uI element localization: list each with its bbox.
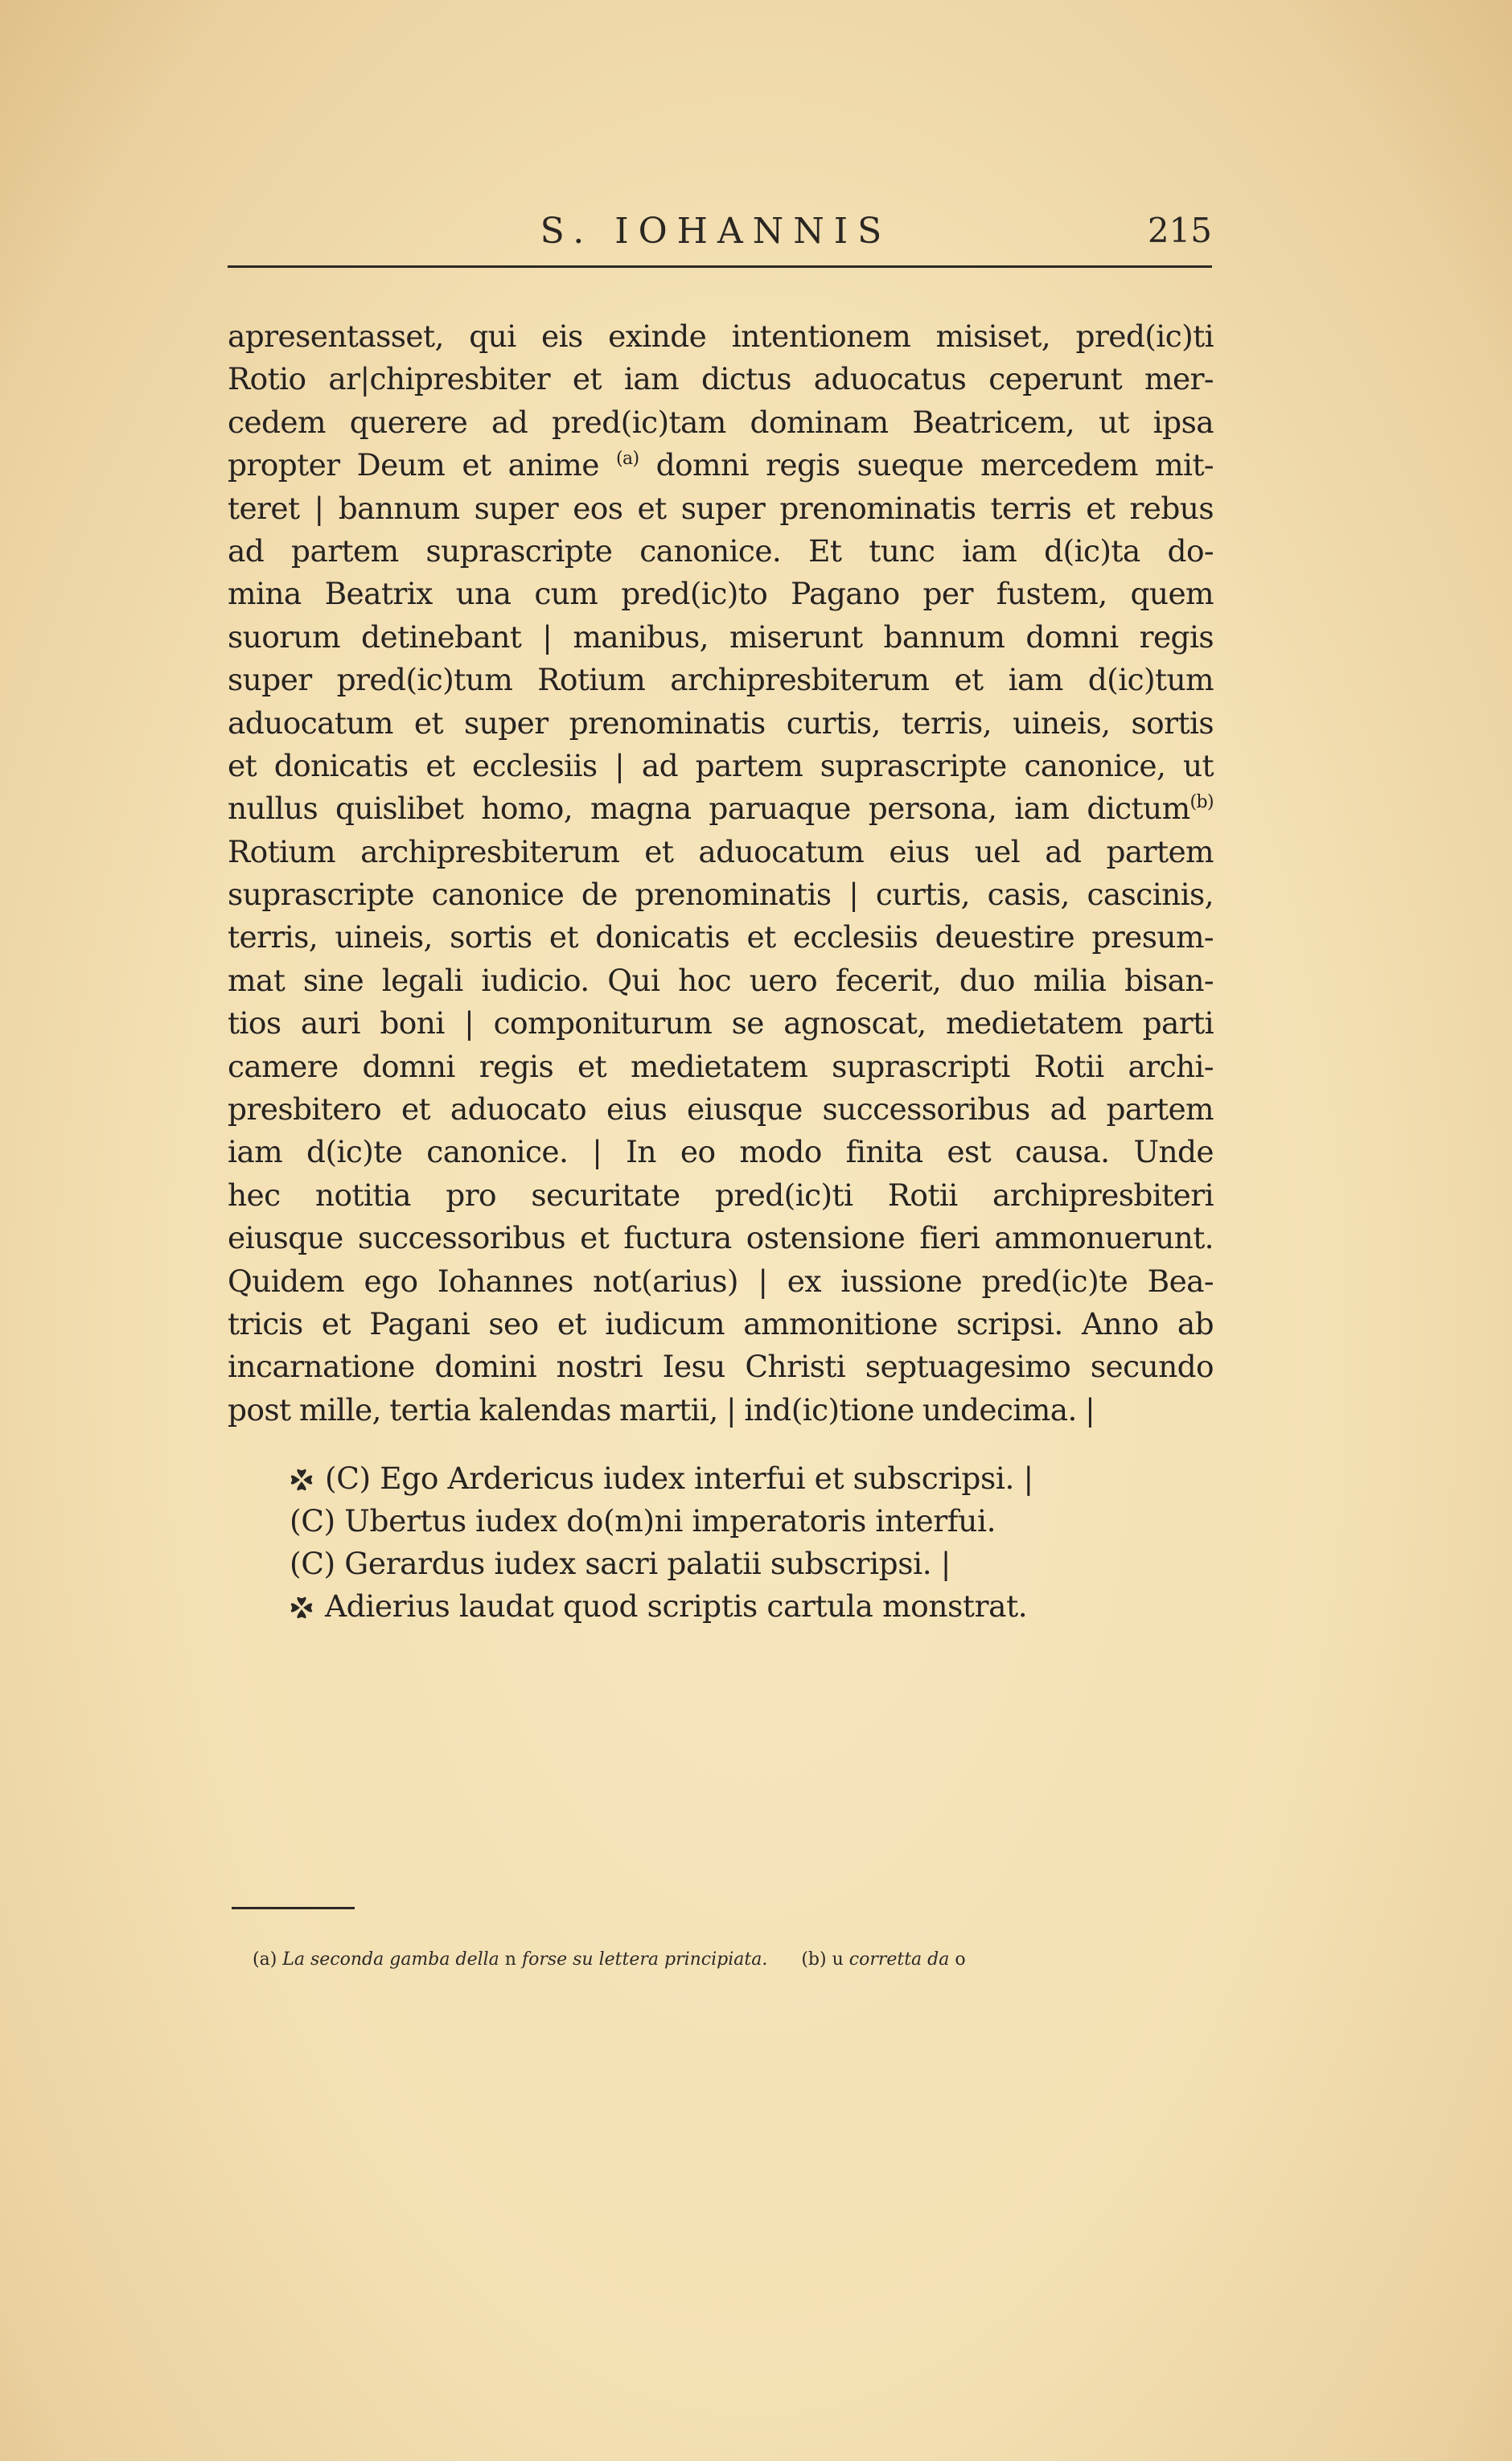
- text-line: tricis et Pagani seo et iudicum ammonitione scripsi. Anno ab: [228, 1305, 1214, 1341]
- footnote-text: u: [832, 1949, 849, 1970]
- text-line: apresentasset, qui eis exinde intentionem misiset, pred(ic)ti: [228, 318, 1214, 354]
- text-line: teret | bannum super eos et super prenominatis terris et rebus: [228, 490, 1214, 526]
- text-line: ad partem suprascripte canonice. Et tunc iam d(ic)ta do-: [228, 532, 1214, 569]
- header-rule: [228, 265, 1212, 268]
- text-line: post mille, tertia kalendas martii, | ind(ic)tione undecima. |: [228, 1391, 1095, 1428]
- text-line: eiusque successoribus et fuctura ostensione fieri ammonuerunt.: [228, 1220, 1214, 1256]
- text-line: camere domni regis et medietatem suprascripti Rotii archi-: [228, 1048, 1214, 1084]
- footnote-text: La seconda gamba della: [282, 1949, 499, 1970]
- signature-text: (C) Gerardus iudex sacri palatii subscripsi. |: [290, 1546, 951, 1581]
- text-line: incarnatione domini nostri Iesu Christi septuagesimo secundo: [228, 1349, 1214, 1385]
- signature-line: [290, 1457, 1174, 1500]
- text-line: super pred(ic)tum Rotium archipresbiterum et iam d(ic)tum: [228, 662, 1214, 698]
- footnotes: [253, 1949, 966, 1970]
- text-line: suprascripte canonice de prenominatis | curtis, casis, cascinis,: [228, 877, 1214, 913]
- signature-text: Adierius laudat quod scriptis cartula monstrat.: [325, 1588, 1028, 1624]
- text-line: tios auri boni | componiturum se agnoscat, medietatem parti: [228, 1005, 1214, 1042]
- cross-icon: [290, 1596, 314, 1620]
- footnote-ref: (b): [1189, 792, 1214, 813]
- text-line: Rotium archipresbiterum et aduocatum eius uel ad partem: [228, 833, 1214, 869]
- text-line: [228, 787, 1214, 830]
- text-line: Rotio ar|chipresbiter et iam dictus aduocatus ceperunt mer-: [228, 361, 1214, 397]
- text-line: mina Beatrix una cum pred(ic)to Pagano per fustem, quem: [228, 576, 1214, 612]
- footnote-mark: (a): [253, 1949, 283, 1970]
- text-segment: domni regis sueque mercedem mit-: [639, 447, 1214, 483]
- footnote-ref: (a): [616, 449, 639, 470]
- text-segment: nullus quislibet homo, magna paruaque persona, iam dictum: [228, 791, 1190, 827]
- text-line: [228, 444, 1214, 487]
- cross-icon: [290, 1468, 314, 1492]
- signatures-block: [290, 1457, 1174, 1628]
- text-line: cedem querere ad pred(ic)tam dominam Beatricem, ut ipsa: [228, 404, 1214, 440]
- signature-line: [290, 1543, 1174, 1585]
- text-line: terris, uineis, sortis et donicatis et ecclesiis deuestire presum-: [228, 919, 1214, 955]
- footnote-rule: [232, 1907, 355, 1909]
- footnote-text: corretta da: [848, 1949, 950, 1970]
- text-line: iam d(ic)te canonice. | In eo modo finita est causa. Unde: [228, 1134, 1214, 1170]
- footnote-item: [801, 1949, 965, 1970]
- text-segment: propter Deum et anime: [228, 447, 617, 483]
- text-line: presbitero et aduocato eius eiusque successoribus ad partem: [228, 1091, 1214, 1128]
- signature-line: [290, 1585, 1174, 1628]
- header-title: S. IOHANNIS: [540, 211, 892, 252]
- text-line: hec notitia pro securitate pred(ic)ti Rotii archipresbiteri: [228, 1177, 1214, 1213]
- footnote-text: o: [949, 1949, 966, 1970]
- footnote-text: forse su lettera principiata.: [521, 1949, 768, 1970]
- signature-line: [290, 1500, 1174, 1543]
- footnote-text: n: [499, 1949, 522, 1970]
- text-line: et donicatis et ecclesiis | ad partem suprascripte canonice, ut: [228, 747, 1214, 783]
- page-number: 215: [1147, 211, 1212, 250]
- text-line: Quidem ego Iohannes not(arius) | ex iussione pred(ic)te Bea-: [228, 1263, 1214, 1299]
- signature-text: (C) Ubertus iudex do(m)ni imperatoris interfui.: [290, 1503, 996, 1539]
- text-line: suorum detinebant | manibus, miserunt bannum domni regis: [228, 618, 1214, 655]
- document-body: [228, 315, 1214, 1432]
- signature-text: (C) Ego Ardericus iudex interfui et subscripsi. |: [325, 1461, 1033, 1496]
- text-line: mat sine legali iudicio. Qui hoc uero fecerit, duo milia bisan-: [228, 962, 1214, 998]
- text-line: aduocatum et super prenominatis curtis, terris, uineis, sortis: [228, 705, 1214, 741]
- footnote-mark: (b): [801, 1949, 832, 1970]
- footnote-item: [253, 1949, 767, 1970]
